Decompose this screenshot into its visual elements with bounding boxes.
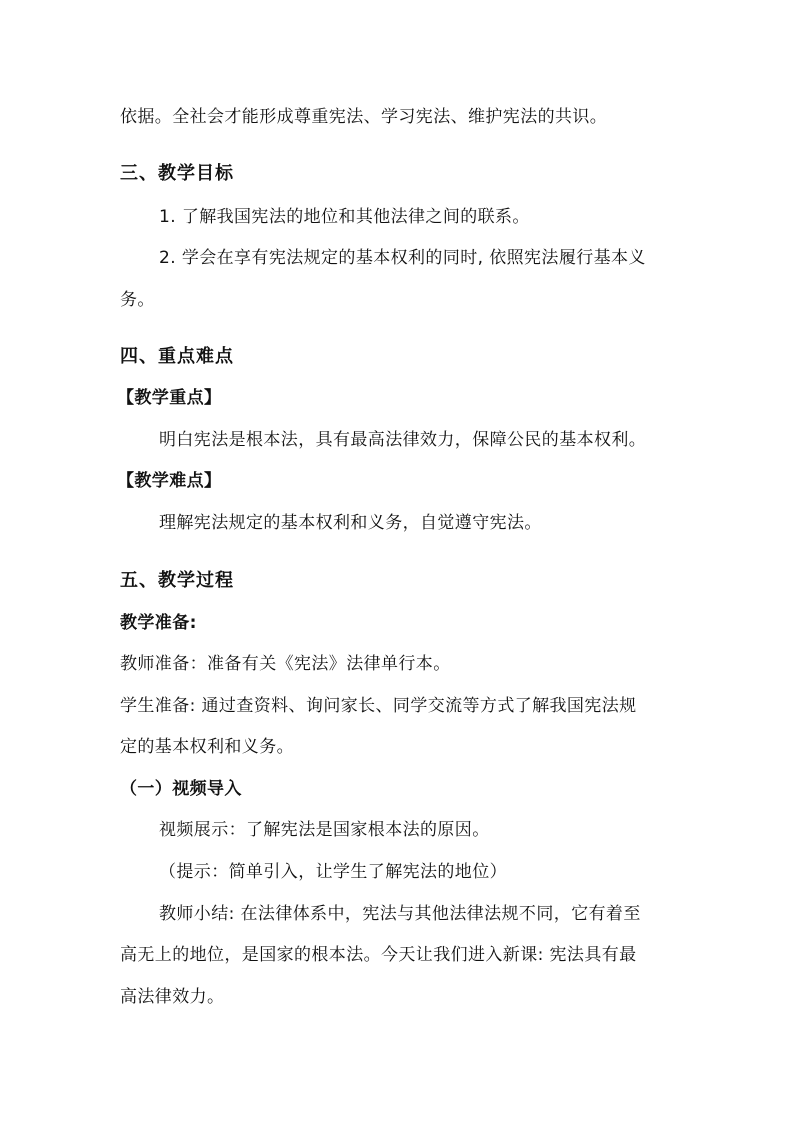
teacher-summary-end: 高法律效力。 xyxy=(120,987,225,1007)
student-prep: 学生准备: 通过查资料、询问家长、同学交流等方式了解我国宪法规 xyxy=(120,696,637,716)
objective-item-2: 2. 学会在享有宪法规定的基本权利的同时, 依照宪法履行基本义 xyxy=(159,248,646,268)
focus-label: 【教学重点】 xyxy=(117,388,222,408)
teacher-summary: 教师小结: 在法律体系中，宪法与其他法律法规不同，它有着至 xyxy=(159,904,641,924)
section-heading-process: 五、教学过程 xyxy=(120,570,234,591)
objective-item-2-continuation: 务。 xyxy=(120,290,155,310)
subsection-title-video-intro: （一）视频导入 xyxy=(120,779,242,799)
paragraph-line: 依据。全社会才能形成尊重宪法、学习宪法、维护宪法的共识。 xyxy=(120,107,608,127)
section-heading-objectives: 三、教学目标 xyxy=(120,163,234,184)
objective-item-1: 1. 了解我国宪法的地位和其他法律之间的联系。 xyxy=(159,207,530,227)
difficulty-text: 理解宪法规定的基本权利和义务，自觉遵守宪法。 xyxy=(159,513,542,533)
hint-text: （提示：简单引入，让学生了解宪法的地位） xyxy=(159,862,507,882)
teacher-summary-continuation: 高无上的地位，是国家的根本法。今天让我们进入新课: 宪法具有最 xyxy=(120,945,637,965)
teacher-prep: 教师准备：准备有关《宪法》法律单行本。 xyxy=(120,654,451,674)
student-prep-continuation: 定的基本权利和义务。 xyxy=(120,737,294,757)
prep-label: 教学准备: xyxy=(120,613,197,633)
focus-text: 明白宪法是根本法，具有最高法律效力，保障公民的基本权利。 xyxy=(159,430,647,450)
difficulty-label: 【教学难点】 xyxy=(117,471,222,491)
section-heading-keypoints: 四、重点难点 xyxy=(120,346,234,367)
video-show-text: 视频展示：了解宪法是国家根本法的原因。 xyxy=(159,820,490,840)
